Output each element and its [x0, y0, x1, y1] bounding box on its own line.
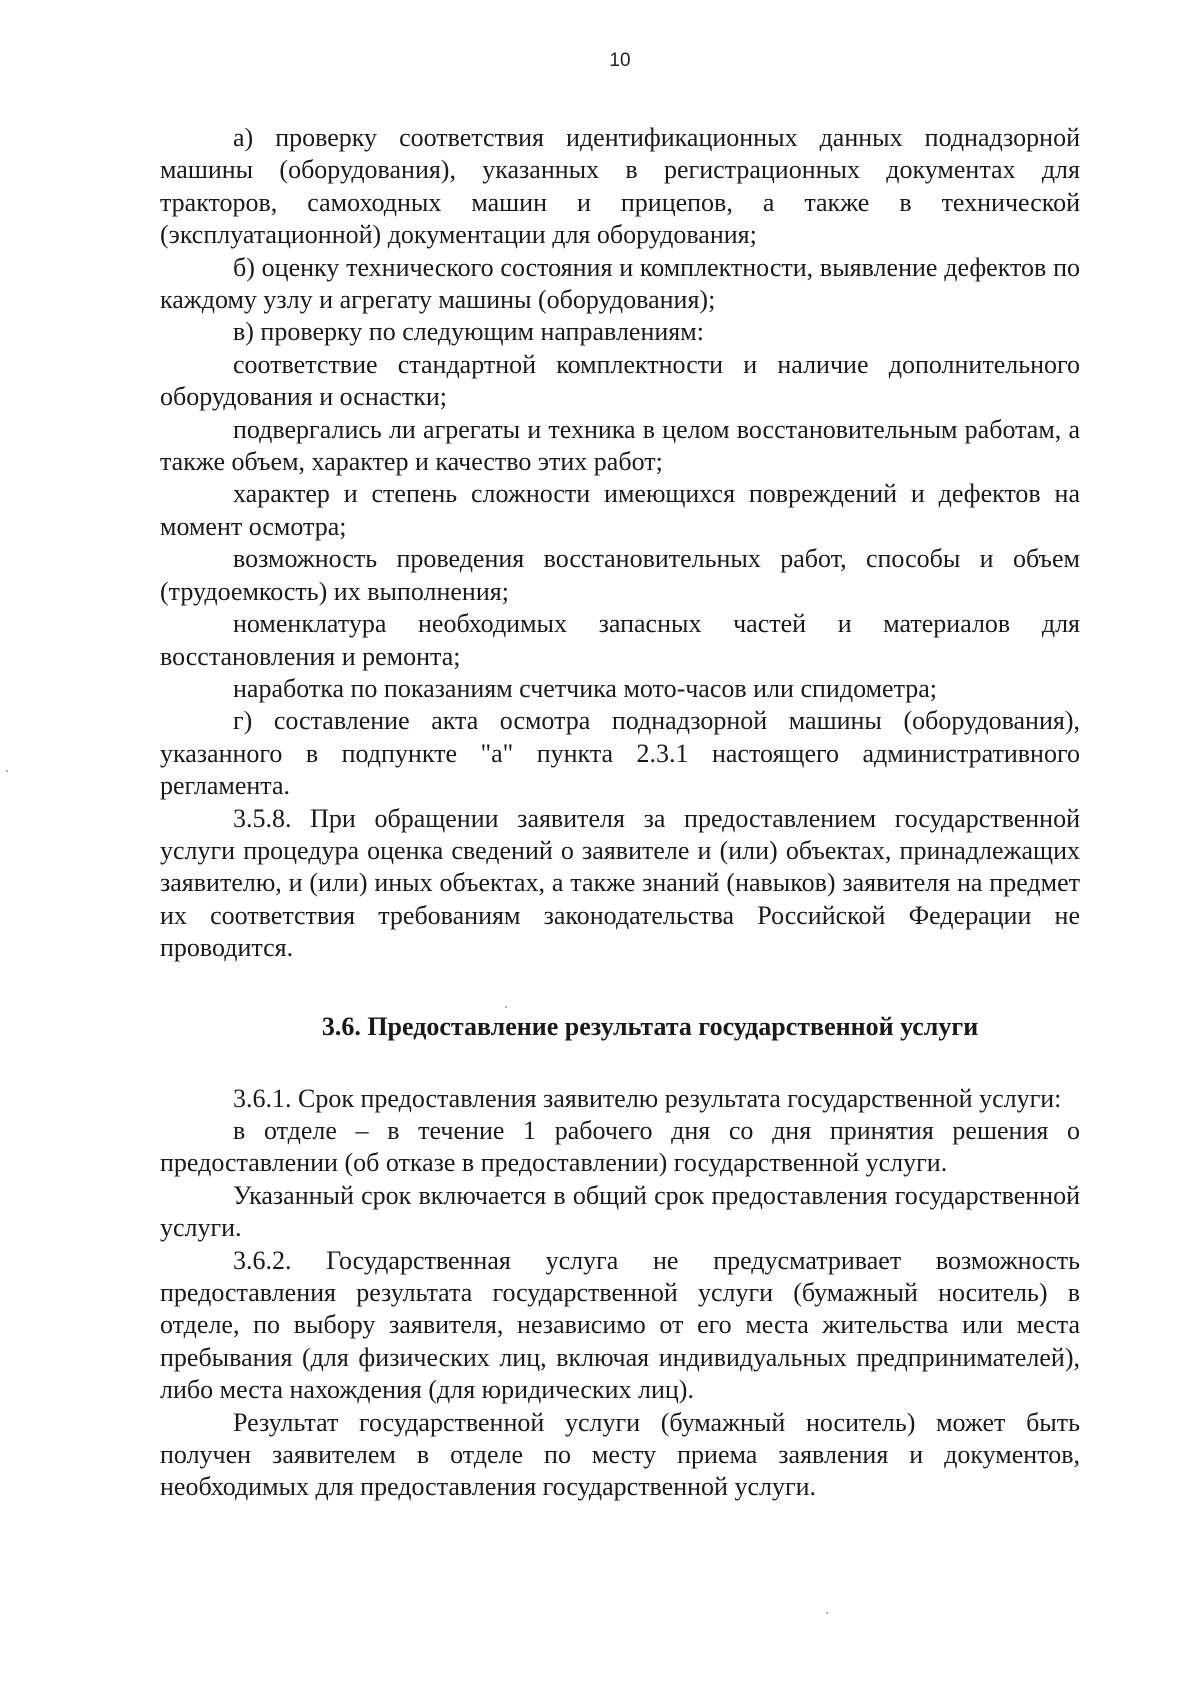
paragraph-spare-parts: номенклатура необходимых запасных частей и материалов для восстановления и ремонта;	[160, 609, 1080, 671]
paragraph-g: г) составление акта осмотра поднадзорной машины (оборудования), указанного в подпункте "а" пункта 2.3.1 настоящего административного регламента.	[160, 706, 1080, 801]
scan-speck	[826, 1612, 828, 1614]
paragraph-3-5-8: 3.5.8. При обращении заявителя за предоставлением государственной услуги процедура оценка сведений о заявителе и (или) объектах, принадлежащих заявителю, и (или) иных объектах, а также знаний (навыков) заявителя на предмет их соответствия требованиям законодательства Российской Федерации не проводится.	[160, 803, 1080, 963]
paragraph-v: в) проверку по следующим направлениям:	[233, 317, 704, 347]
paragraph-3-6-2: 3.6.2. Государственная услуга не предусматривает возможность предоставления результата государственной услуги (бумажный носитель) в отделе, по выбору заявителя, независимо от его места жительства или места пребывания (для физических лиц, включая индивидуальных предпринимателей), либо места нахождения (для юридических лиц).	[160, 1245, 1080, 1405]
scan-speck	[6, 770, 8, 772]
page-number: 10	[609, 50, 631, 71]
paragraph-3-6-1: 3.6.1. Срок предоставления заявителю результата государственной услуги:	[233, 1083, 1062, 1113]
paragraph-b: б) оценку технического состояния и комплектности, выявление дефектов по каждому узлу и агрегату машины (оборудования);	[160, 252, 1080, 315]
paragraph-restoration-possibility: возможность проведения восстановительных работ, способы и объем (трудоемкость) их выполнения;	[160, 544, 1080, 606]
paragraph-term-included: Указанный срок включается в общий срок предоставления государственной услуги.	[160, 1180, 1080, 1243]
paragraph-operating-hours: наработка по показаниям счетчика мото-часов или спидометра;	[233, 673, 938, 703]
section-heading: 3.6. Предоставление результата государственной услуги	[321, 1011, 979, 1041]
paragraph-restoration-works: подвергались ли агрегаты и техника в целом восстановительным работам, а также объем, характер и качество этих работ;	[160, 414, 1080, 477]
paragraph-result: Результат государственной услуги (бумажный носитель) может быть получен заявителем в отделе по месту приема заявления и документов, необходимых для предоставления государственной услуги.	[160, 1407, 1080, 1502]
scan-speck	[505, 1006, 507, 1008]
paragraph-a: а) проверку соответствия идентификационных данных поднадзорной машины (оборудования), указанных в регистрационных документах для тракторов, самоходных машин и прицепов, а также в технической (эксплуатационной) документации для оборудования;	[160, 123, 1080, 250]
paragraph-damage-character: характер и степень сложности имеющихся повреждений и дефектов на момент осмотра;	[160, 479, 1080, 541]
paragraph-in-department: в отделе – в течение 1 рабочего дня со дня принятия решения о предоставлении (об отказе в предоставлении) государственной услуги.	[160, 1115, 1080, 1178]
document-body	[160, 122, 1080, 1504]
paragraph-standard-completeness: соответствие стандартной комплектности и наличие дополнительного оборудования и оснастки;	[160, 349, 1080, 412]
